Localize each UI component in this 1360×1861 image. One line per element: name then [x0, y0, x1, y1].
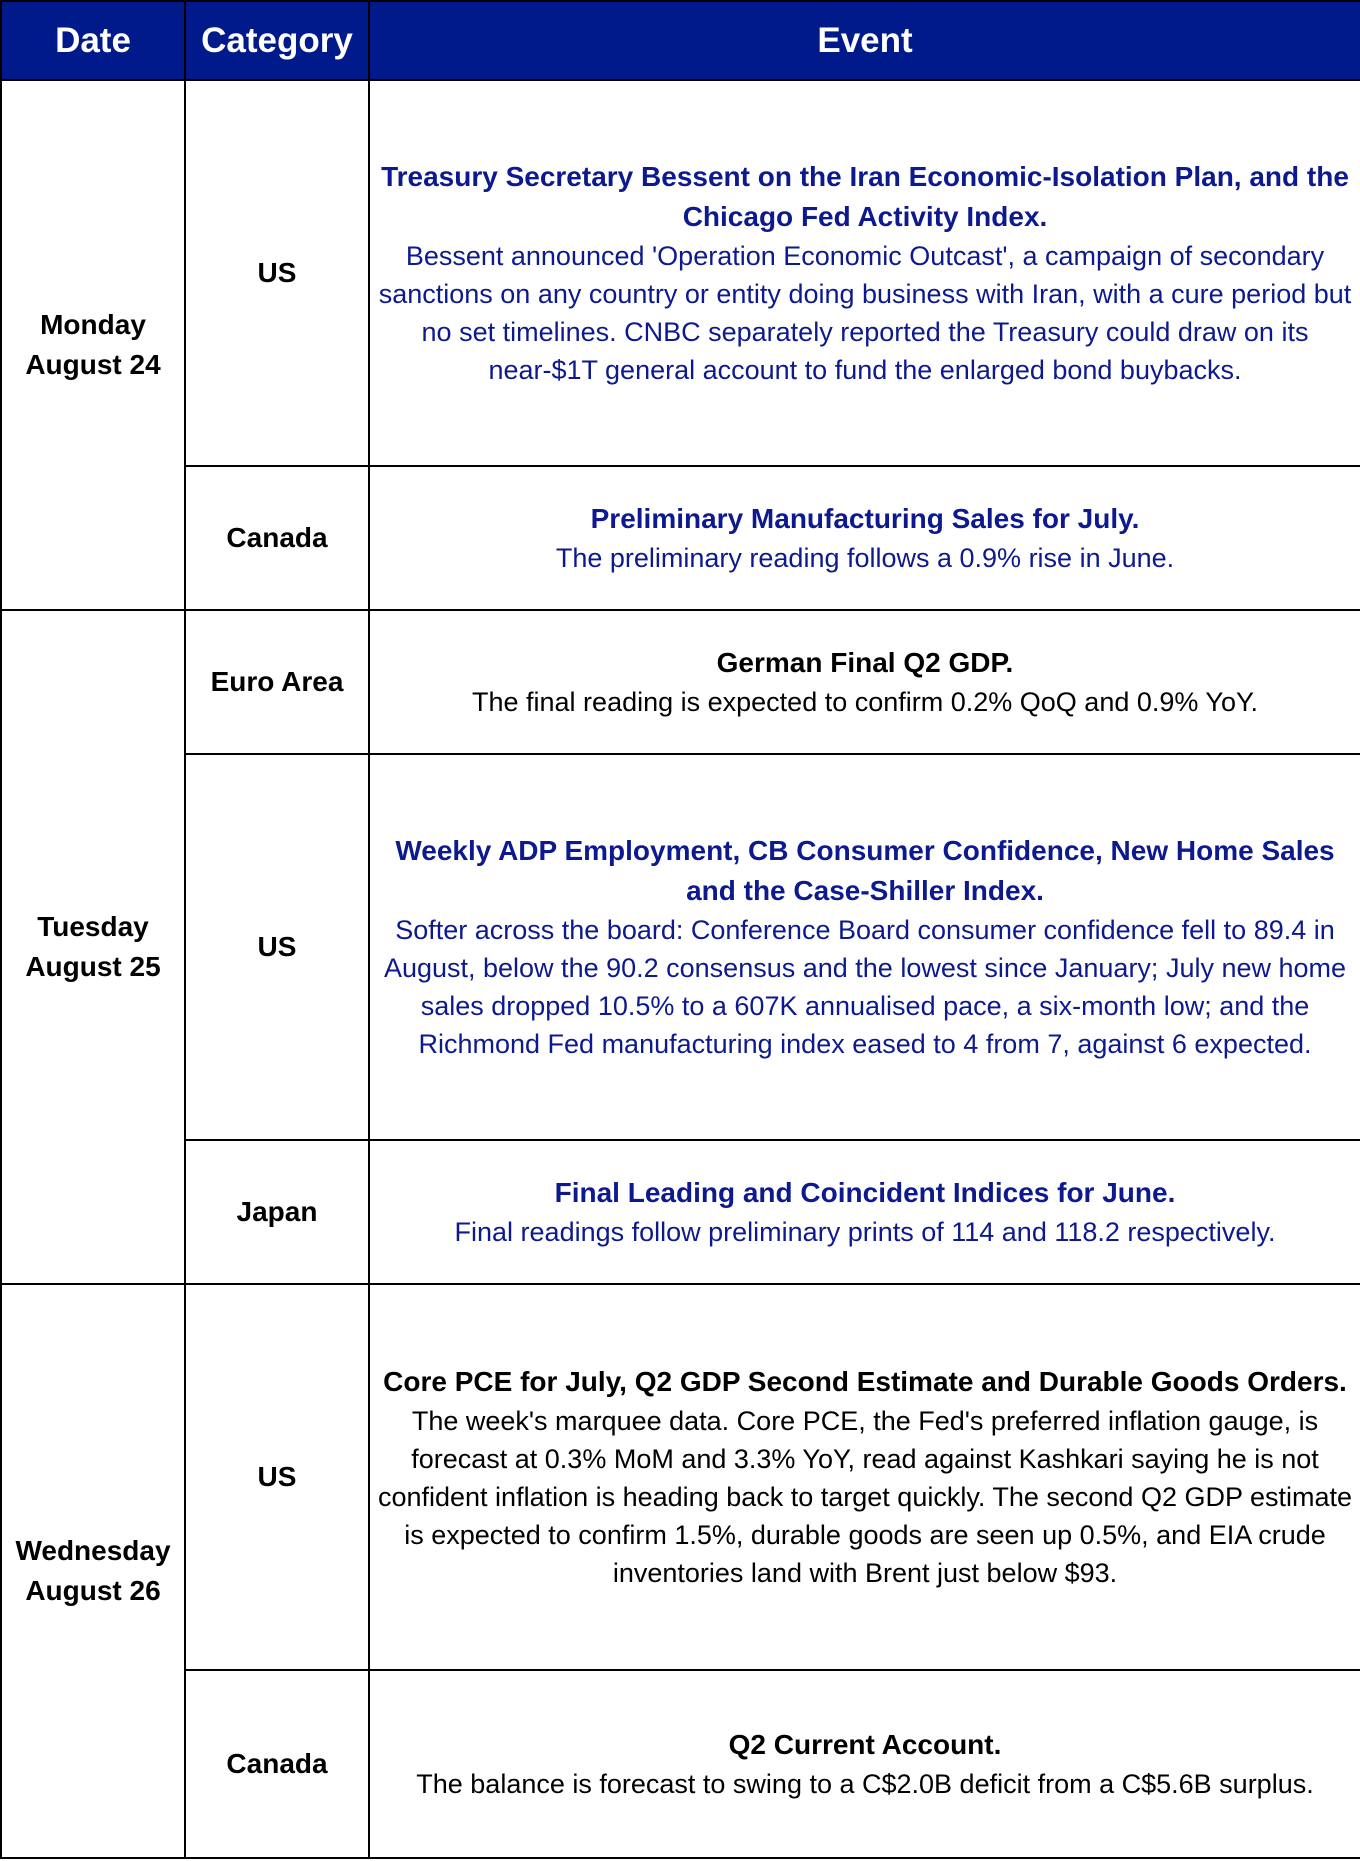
date-cell-monday: [1, 80, 185, 610]
event-body: Bessent announced 'Operation Economic Outcast', a campaign of secondary sanctions on any country or entity doing business with Iran, with a cure period but no set timelines. CNBC separately reported the Treasury could draw on its near-$1T general account to fund the enlarged bond buybacks.: [378, 241, 1352, 385]
table-row: [1, 1140, 1360, 1284]
header-date: Date: [1, 1, 185, 80]
event-cell: [369, 1284, 1360, 1670]
event-body: The balance is forecast to swing to a C$2.0B deficit from a C$5.6B surplus.: [416, 1769, 1314, 1799]
event-body: The preliminary reading follows a 0.9% rise in June.: [555, 543, 1175, 573]
date-cell-wednesday: [1, 1284, 185, 1858]
event-body: The week's marquee data. Core PCE, the Fed's preferred inflation gauge, is forecast at 0.3% MoM and 3.3% YoY, read against Kashkari saying he is not confident inflation is heading back to target quickly. The second Q2 GDP estimate is expected to confirm 1.5%, durable goods are seen up 0.5%, and EIA crude inventories land with Brent just below $93.: [377, 1406, 1353, 1588]
date-cell-tuesday: [1, 610, 185, 1284]
category-cell: Canada: [185, 1670, 369, 1858]
event-title: Q2 Current Account.: [728, 1729, 1002, 1760]
table-row: [1, 1670, 1360, 1858]
header-category: Category: [185, 1, 369, 80]
category-cell: Canada: [185, 466, 369, 610]
event-title: German Final Q2 GDP.: [716, 647, 1014, 678]
day-name: Tuesday: [37, 911, 149, 942]
event-cell: [369, 754, 1360, 1140]
event-title: Core PCE for July, Q2 GDP Second Estimate and Durable Goods Orders.: [383, 1366, 1347, 1397]
category-cell: Euro Area: [185, 610, 369, 754]
event-title: Weekly ADP Employment, CB Consumer Confidence, New Home Sales and the Case-Shiller Index.: [395, 835, 1335, 906]
category-cell: US: [185, 754, 369, 1140]
day-date: August 24: [25, 349, 161, 380]
table-row: [1, 80, 1360, 466]
category-cell: Japan: [185, 1140, 369, 1284]
event-body: Final readings follow preliminary prints of 114 and 118.2 respectively.: [454, 1217, 1276, 1247]
event-cell: [369, 610, 1360, 754]
day-date: August 25: [25, 951, 161, 982]
event-body: The final reading is expected to confirm 0.2% QoQ and 0.9% YoY.: [472, 687, 1258, 717]
table-row: [1, 754, 1360, 1140]
table-row: [1, 610, 1360, 754]
event-cell: [369, 80, 1360, 466]
event-title: Preliminary Manufacturing Sales for July.: [590, 503, 1140, 534]
event-title: Final Leading and Coincident Indices for June.: [554, 1177, 1176, 1208]
day-name: Wednesday: [15, 1535, 171, 1566]
header-row: [1, 1, 1360, 80]
event-title: Treasury Secretary Bessent on the Iran Economic-Isolation Plan, and the Chicago Fed Activity Index.: [381, 161, 1349, 232]
table-row: [1, 466, 1360, 610]
event-body: Softer across the board: Conference Board consumer confidence fell to 89.4 in August, below the 90.2 consensus and the lowest since January; July new home sales dropped 10.5% to a 607K annualised pace, a six-month low; and the Richmond Fed manufacturing index eased to 4 from 7, against 6 expected.: [383, 915, 1347, 1059]
day-date: August 26: [25, 1575, 161, 1606]
event-cell: [369, 1670, 1360, 1858]
table-row: [1, 1284, 1360, 1670]
day-name: Monday: [40, 309, 146, 340]
header-event: Event: [369, 1, 1360, 80]
category-cell: US: [185, 1284, 369, 1670]
event-cell: [369, 466, 1360, 610]
event-cell: [369, 1140, 1360, 1284]
category-cell: US: [185, 80, 369, 466]
